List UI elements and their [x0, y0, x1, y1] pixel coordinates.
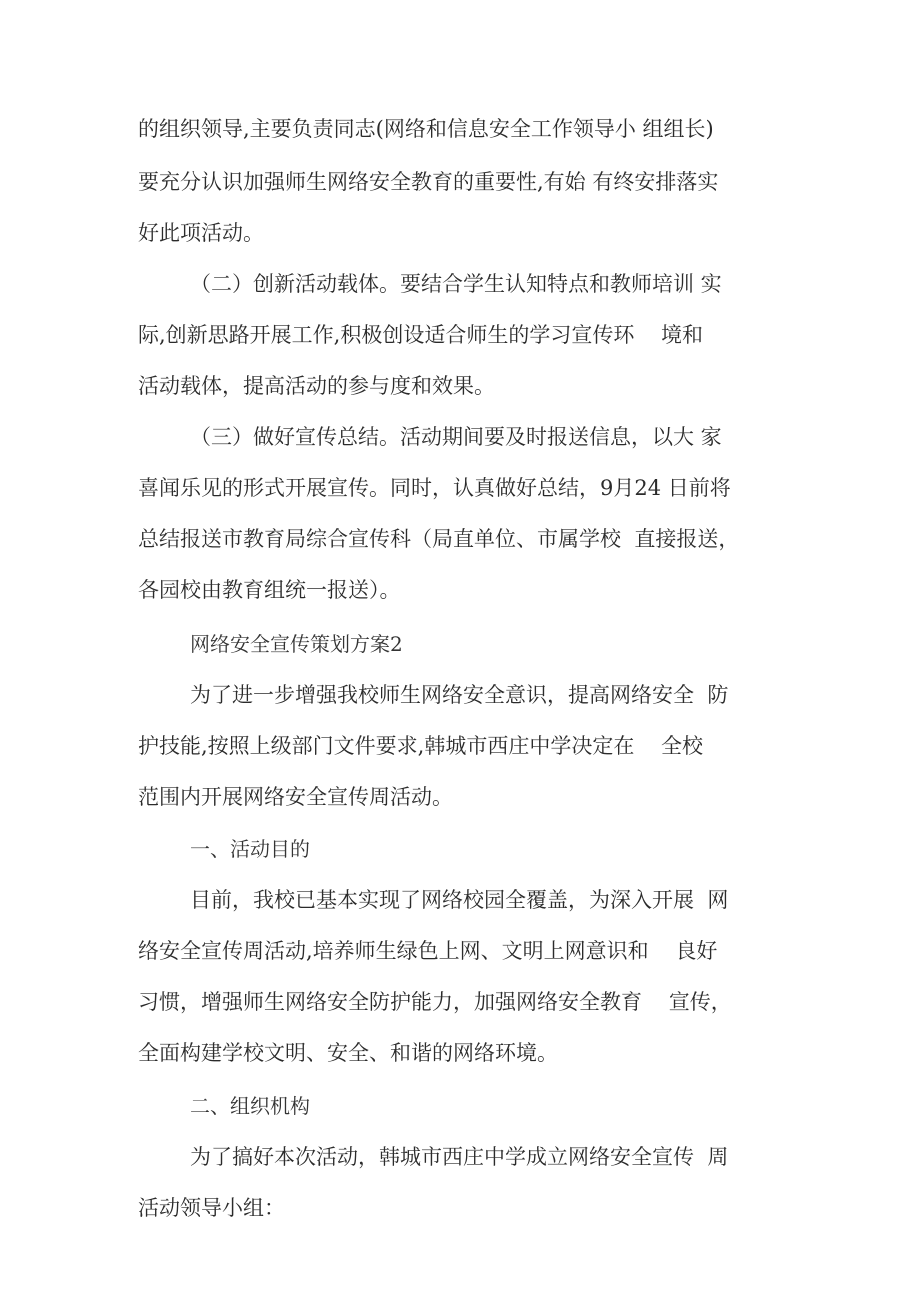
text-line: 护技能,按照上级部门文件要求,韩城市西庄中学决定在 全校 — [138, 734, 704, 758]
text-line: 好此项活动。 — [138, 221, 264, 245]
text-line: 范围内开展网络安全宣传周活动。 — [138, 785, 453, 809]
text-line: （二）创新活动载体。要结合学生认知特点和教师培训 实 — [190, 272, 722, 296]
text-line: 要充分认识加强师生网络安全教育的重要性,有始 有终安排落实 — [138, 170, 719, 194]
section-heading: 一、活动目的 — [190, 837, 310, 861]
text-line: 全面构建学校文明、安全、和谐的网络环境。 — [138, 1041, 558, 1065]
text-line: 活动领导小组： — [138, 1196, 285, 1220]
text-line: 总结报送市教育局综合宣传科（局直单位、市属学校 直接报送， — [138, 527, 740, 551]
text-line: 活动载体，提高活动的参与度和效果。 — [138, 374, 495, 398]
text-line: 际,创新思路开展工作,积极创设适合师生的学习宣传环 境和 — [138, 323, 704, 347]
text-line: 喜闻乐见的形式开展宣传。同时，认真做好总结，9月24 日前将 — [138, 476, 731, 500]
section-title: 网络安全宣传策划方案2 — [190, 632, 403, 656]
text-line: 的组织领导,主要负责同志(网络和信息安全工作领导小 组组长) — [138, 117, 714, 141]
text-line: 络安全宣传周活动,培养师生绿色上网、文明上网意识和 良好 — [138, 939, 718, 963]
text-line: 为了进一步增强我校师生网络安全意识，提高网络安全 防 — [190, 683, 729, 707]
text-line: 为了搞好本次活动，韩城市西庄中学成立网络安全宣传 周 — [190, 1145, 729, 1169]
text-line: （三）做好宣传总结。活动期间要及时报送信息，以大 家 — [190, 425, 722, 449]
text-line: 目前，我校已基本实现了网络校园全覆盖，为深入开展 网 — [190, 888, 729, 912]
text-line: 习惯，增强师生网络安全防护能力，加强网络安全教育 宣传， — [138, 990, 732, 1014]
text-line: 各园校由教育组统一报送）。 — [138, 578, 401, 602]
section-heading: 二、组织机构 — [190, 1094, 310, 1118]
